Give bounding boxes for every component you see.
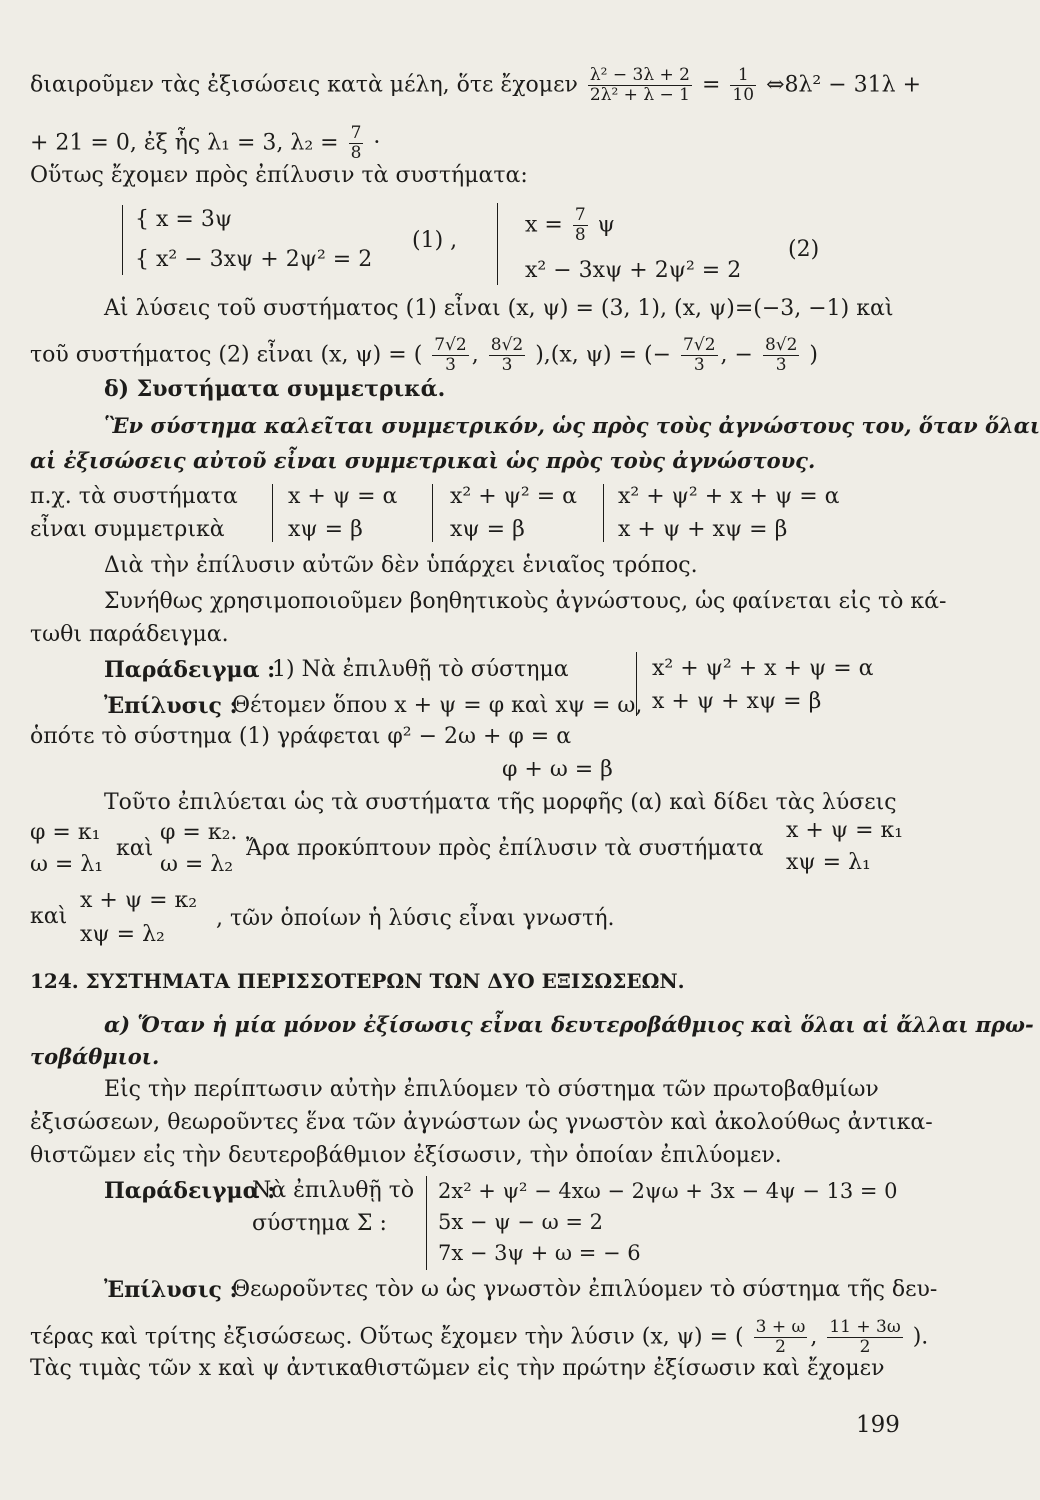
system-2-eq-b: x² − 3xψ + 2ψ² = 2	[525, 258, 742, 283]
denominator: 3	[501, 355, 513, 375]
definition-line: αἱ ἐξισώσεις αὐτοῦ εἶναι συμμετρικαὶ ὡς πρὸς τοὺς ἀγνώστους.	[30, 448, 816, 473]
denominator: 2	[859, 1337, 871, 1357]
numerator: 11 + 3ω	[829, 1317, 901, 1337]
system-2-eq-a	[525, 206, 615, 245]
numerator: 8√2	[764, 335, 798, 355]
result-system-eq: xψ = λ₂	[80, 922, 165, 947]
numerator: 7√2	[434, 335, 467, 355]
subsection-heading: α) Ὅταν ἡ μία μόνον ἐξίσωσις εἶναι δευτεροβάθμιος καὶ ὅλαι αἱ ἄλλαι πρω-	[104, 1012, 1034, 1037]
section-title: 124. ΣΥΣΤΗΜΑΤΑ ΠΕΡΙΣΣΟΤΕΡΩΝ ΤΩΝ ΔΥΟ ΕΞΙΣΩΣΕΩΝ.	[30, 969, 685, 993]
line-text: ),(x, ψ) = (−	[535, 342, 672, 368]
system-1-eq-a: { x = 3ψ	[135, 207, 233, 232]
example-system-eq: 5x − ψ − ω = 2	[438, 1210, 603, 1234]
example-text: 1) Νὰ ἐπιλυθῇ τὸ σύστημα	[272, 657, 569, 682]
solution-heading: Ἐπίλυσις :	[104, 693, 238, 719]
fraction	[489, 336, 525, 375]
line-text: τοῦ συστήματος (2) εἶναι (x, ψ) = (	[30, 342, 423, 368]
text-line: Αἱ λύσεις τοῦ συστήματος (1) εἶναι (x, ψ) = (3, 1), (x, ψ)=(−3, −1) καὶ	[104, 296, 894, 321]
denominator: 8	[350, 143, 362, 163]
fraction	[754, 1318, 808, 1357]
fraction	[349, 124, 364, 163]
fraction	[827, 1318, 902, 1357]
text-line	[30, 66, 921, 105]
numerator: 7	[574, 205, 586, 225]
subsection-heading: τοβάθμιοι.	[30, 1044, 160, 1069]
result-system-eq: x + ψ = κ₁	[786, 818, 904, 843]
example-system-eq: 2x² + ψ² − 4xω − 2ψω + 3x − 4ψ − 13 = 0	[438, 1179, 898, 1203]
paragraph-line: Διὰ τὴν ἐπίλυσιν αὐτῶν δὲν ὑπάρχει ἑνιαῖος τρόπος.	[104, 553, 698, 578]
example-heading: Παράδειγμα :	[104, 1178, 276, 1204]
denominator: 10	[732, 85, 755, 105]
example-heading: Παράδειγμα :	[104, 657, 276, 683]
paragraph-line: τωθι παράδειγμα.	[30, 622, 229, 647]
system-bar	[603, 484, 604, 542]
dot: ·	[373, 130, 381, 156]
system-brace	[122, 205, 123, 275]
denominator: 8	[574, 225, 586, 245]
example-system-3a: x² + ψ² + x + ψ = α	[618, 484, 840, 509]
line-text: + 21 = 0, ἐξ ἧς λ₁ = 3, λ₂ =	[30, 130, 339, 156]
fraction	[432, 336, 468, 375]
system-brace	[497, 203, 498, 285]
line-text: )	[809, 342, 818, 368]
solution-text: Θέτομεν ὅπου x + ψ = φ καὶ xψ = ω,	[232, 693, 643, 718]
result-eq: φ = κ₂.	[160, 820, 238, 845]
numerator: 7	[350, 123, 362, 143]
system-bar	[272, 484, 273, 542]
fraction	[588, 66, 692, 105]
equals-sign: =	[701, 72, 721, 98]
solution-text: ὁπότε τὸ σύστημα (1) γράφεται φ² − 2ω + φ = α	[30, 724, 572, 749]
denominator: 2λ² + λ − 1	[589, 85, 690, 105]
result-eq: ω = λ₁	[30, 852, 104, 877]
example-system-1b: xψ = β	[288, 517, 363, 542]
denominator: 3	[775, 355, 787, 375]
system-1-label: (1) ,	[412, 228, 458, 253]
paragraph-line: Τοῦτο ἐπιλύεται ὡς τὰ συστήματα τῆς μορφῆς (α) καὶ δίδει τὰς λύσεις	[104, 790, 897, 815]
solution-heading: Ἐπίλυσις :	[104, 1277, 238, 1303]
page-number: 199	[856, 1412, 900, 1438]
paragraph-line: Συνήθως χρησιμοποιοῦμεν βοηθητικοὺς ἀγνώστους, ὡς φαίνεται εἰς τὸ κά-	[104, 589, 947, 614]
result-system-eq: x + ψ = κ₂	[80, 888, 198, 913]
line-text: ).	[912, 1324, 929, 1350]
result-text: , τῶν ὁποίων ἡ λύσις εἶναι γνωστή.	[216, 906, 615, 931]
example-system-eq: 7x − 3ψ + ω = − 6	[438, 1241, 641, 1265]
result-system-eq: xψ = λ₁	[786, 850, 871, 875]
fraction	[573, 206, 588, 245]
paragraph-line: Εἰς τὴν περίπτωσιν αὐτὴν ἐπιλύομεν τὸ σύστημα τῶν πρωτοβαθμίων	[104, 1077, 879, 1102]
example-text: Νὰ ἐπιλυθῇ τὸ	[252, 1178, 415, 1203]
solution-text: φ + ω = β	[502, 757, 613, 782]
solution-text: Θεωροῦντες τὸν ω ὡς γνωστὸν ἐπιλύομεν τὸ σύστημα τῆς δευ-	[232, 1277, 938, 1302]
numerator: 1	[730, 66, 756, 86]
system-1-eq-b: { x² − 3xψ + 2ψ² = 2	[135, 247, 373, 272]
example-system-eq: x + ψ + xψ = β	[652, 689, 822, 714]
result-eq: φ = κ₁	[30, 820, 101, 845]
example-system-2b: xψ = β	[450, 517, 525, 542]
solution-text: τέρας καὶ τρίτης ἐξισώσεως. Οὕτως ἔχομεν τὴν λύσιν (x, ψ) = ( $\frac{3 + \omega}{2}$ , $\frac{11 + 3\omega}{2}$ ).	[30, 1317, 929, 1357]
text-line: τοῦ συστήματος (2) εἶναι (x, ψ) = ( $\frac{7√2}{3}$ , $\frac{8√2}{3}$ ),(x, ψ) = (− $\frac{7√2}{3}$ , − $\frac{8√2}{3}$ )	[30, 335, 818, 375]
example-system-1a: x + ψ = α	[288, 484, 398, 509]
result-text: Ἄρα προκύπτουν πρὸς ἐπίλυσιν τὰ συστήματα	[246, 836, 764, 861]
example-system-3b: x + ψ + xψ = β	[618, 517, 788, 542]
result-conjunction: καὶ	[30, 904, 68, 929]
line-text: ⇔8λ² − 31λ +	[766, 72, 922, 98]
paragraph-line: θιστῶμεν εἰς τὴν δευτεροβάθμιον ἐξίσωσιν, τὴν ὁποίαν ἐπιλύομεν.	[30, 1143, 782, 1168]
paragraph-line: Τὰς τιμὰς τῶν x καὶ ψ ἀντικαθιστῶμεν εἰς τὴν πρώτην ἐξίσωσιν καὶ ἔχομεν	[30, 1356, 885, 1381]
fraction	[730, 66, 756, 105]
system-2-label: (2)	[788, 237, 820, 262]
numerator: 7√2	[683, 335, 716, 355]
fraction	[763, 336, 799, 375]
result-conjunction: καὶ	[116, 836, 154, 861]
definition-line: Ἓν σύστημα καλεῖται συμμετρικόν, ὡς πρὸς τοὺς ἀγνώστους του, ὅταν ὅλαι	[104, 413, 1040, 438]
system-bar	[432, 484, 433, 542]
paragraph-line: ἐξισώσεων, θεωροῦντες ἕνα τῶν ἀγνώστων ὡς γνωστὸν καὶ ἀκολούθως ἀντικα-	[30, 1110, 933, 1135]
numerator: 8√2	[490, 335, 524, 355]
denominator: 3	[445, 355, 456, 375]
example-label: π.χ. τὰ συστήματα	[30, 484, 238, 509]
text-line	[30, 124, 380, 163]
denominator: 2	[775, 1337, 786, 1357]
eq-part: ψ	[597, 212, 615, 238]
numerator: λ² − 3λ + 2	[589, 65, 690, 85]
example-label: εἶναι συμμετρικὰ	[30, 517, 225, 542]
example-text: σύστημα Σ :	[252, 1211, 387, 1236]
eq-part: x =	[525, 212, 563, 238]
text-line: Οὕτως ἔχομεν πρὸς ἐπίλυσιν τὰ συστήματα:	[30, 163, 528, 188]
line-text: τέρας καὶ τρίτης ἐξισώσεως. Οὕτως ἔχομεν τὴν λύσιν (x, ψ) = (	[30, 1324, 744, 1350]
numerator: 3 + ω	[755, 1317, 806, 1337]
section-heading: δ) Συστήματα συμμετρικά.	[104, 376, 446, 402]
fraction	[681, 336, 717, 375]
example-system-2a: x² + ψ² = α	[450, 484, 577, 509]
system-brace	[426, 1176, 427, 1270]
line-text: διαιροῦμεν τὰς ἐξισώσεις κατὰ μέλη, ὅτε ἔχομεν	[30, 72, 578, 98]
result-eq: ω = λ₂	[160, 852, 234, 877]
denominator: 3	[693, 355, 705, 375]
example-system-eq: x² + ψ² + x + ψ = α	[652, 656, 874, 681]
